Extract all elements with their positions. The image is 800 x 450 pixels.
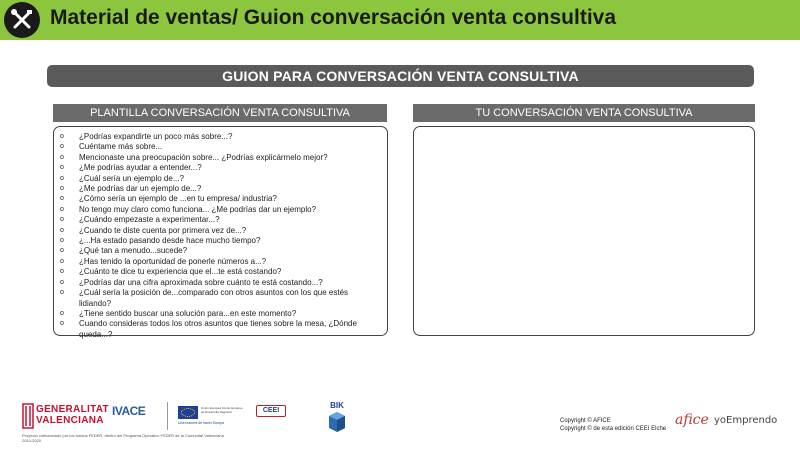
question-item (60, 194, 381, 204)
copyright-block (560, 417, 666, 433)
eu-motto: Una manera de hacer Europa (178, 421, 225, 425)
bik-name: BIK (330, 401, 344, 410)
question-list (54, 127, 387, 340)
question-item (60, 309, 381, 319)
yoemprendo-logo: yoEmprendo (714, 415, 778, 426)
bullet-icon: o (60, 205, 64, 213)
question-text: ¿Has tenido la oportunidad de ponerle números a...? (79, 256, 267, 266)
bullet-icon: o (60, 278, 64, 286)
footer-divider (167, 402, 168, 430)
question-item (60, 174, 381, 184)
question-text: ¿Podrías dar una cifra aproximada sobre cuánto te está costando...? (79, 277, 323, 287)
question-item (60, 163, 381, 173)
page-title: Material de ventas/ Guion conversación venta consultiva (50, 6, 617, 29)
question-item (60, 184, 381, 194)
bullet-icon: o (60, 174, 64, 182)
question-item (60, 319, 381, 340)
copyright-ceei: Copyright © de esta edición CEEI Elche (560, 426, 667, 432)
question-text: ¿Tiene sentido buscar una solución para...en este momento? (79, 308, 297, 318)
generalitat-name: GENERALITAT VALENCIANA (36, 404, 109, 426)
question-text: ¿Cuánto te dice tu experiencia que el...te está costando? (79, 267, 282, 277)
bullet-icon: o (60, 153, 64, 161)
template-column-label: PLANTILLA CONVERSACIÓN VENTA CONSULTIVA (53, 104, 387, 122)
bullet-icon: o (60, 185, 64, 193)
question-text: ¿Cómo sería un ejemplo de ...en tu empresa/ industria? (79, 194, 277, 204)
ceei-name: CEEI (256, 405, 286, 417)
question-text: ¿Cuando te diste cuenta por primera vez de...? (79, 225, 247, 235)
bullet-icon: o (60, 289, 64, 297)
question-item (60, 226, 381, 236)
ivace-name: IVACE (112, 404, 146, 418)
question-item (60, 257, 381, 267)
question-text: Mencionaste una preocupación sobre... ¿Podrías explicármelo mejor? (79, 152, 328, 162)
bullet-icon: o (60, 164, 64, 172)
bik-cube-icon (327, 410, 347, 434)
question-text: Cuéntame más sobre... (79, 142, 163, 152)
question-text: ¿Qué tan a menudo...sucede? (79, 246, 188, 256)
bik-logo (327, 401, 347, 439)
question-text: ¿Me podrías ayudar a entender...? (79, 163, 202, 173)
question-item (60, 236, 381, 246)
generalitat-mark-icon (22, 402, 34, 430)
question-text: ¿Podrías expandirte un poco más sobre...? (79, 132, 233, 141)
generalitat-logo (22, 402, 112, 432)
question-item (60, 142, 381, 152)
section-title: GUION PARA CONVERSACIÓN VENTA CONSULTIVA (47, 65, 754, 87)
question-item (60, 288, 381, 309)
question-item (60, 132, 381, 142)
copyright-afice: Copyright © AFICE (560, 418, 611, 424)
question-text: ¿Cuál sería un ejemplo de...? (79, 173, 184, 183)
bullet-icon: o (60, 216, 64, 224)
bullet-icon: o (60, 268, 64, 276)
eu-text: Unión Europea Fondo Europeo de Desarrollo Regional (201, 406, 243, 414)
question-item (60, 205, 381, 215)
question-item (60, 215, 381, 225)
your-conversation-label: TU CONVERSACIÓN VENTA CONSULTIVA (413, 104, 755, 122)
question-item (60, 246, 381, 256)
question-item (60, 267, 381, 277)
bullet-icon: o (60, 320, 64, 328)
ivace-logo (112, 404, 152, 428)
your-conversation-panel[interactable] (413, 126, 755, 336)
bullet-icon: o (60, 226, 64, 234)
bullet-icon: o (60, 309, 64, 317)
ceei-logo (256, 405, 292, 429)
question-text: ¿...Ha estado pasando desde hace mucho tiempo? (79, 236, 261, 246)
bullet-icon: o (60, 133, 64, 140)
question-item (60, 153, 381, 163)
funding-note: Proyecto cofinanciado por los fondos FEDER, dentro del Programa Operativo FEDER de la Comunitat Valenciana 2014-2020 (22, 433, 224, 443)
question-text: Cuando consideras todos los otros asuntos que tienes sobre la mesa, ¿Dónde queda...? (79, 319, 357, 339)
bullet-icon: o (60, 237, 64, 245)
bullet-icon: o (60, 195, 64, 203)
tools-icon (4, 2, 40, 38)
eu-logo (178, 406, 248, 428)
question-text: ¿Cuándo empezaste a experimentar...? (79, 215, 220, 225)
bullet-icon: o (60, 143, 64, 151)
afice-logo: afice (675, 412, 709, 428)
bullet-icon: o (60, 257, 64, 265)
template-panel (53, 126, 388, 339)
bullet-icon: o (60, 247, 64, 255)
header-bar (0, 0, 800, 40)
eu-flag-icon (178, 406, 198, 419)
question-text: ¿Me podrías dar un ejemplo de...? (79, 184, 202, 194)
question-text: No tengo muy claro como funciona... ¿Me podrías dar un ejemplo? (79, 204, 317, 214)
question-item (60, 278, 381, 288)
question-text: ¿Cuál sería la posición de...comparado con otros asuntos con los que estés lidiando? (79, 288, 349, 308)
